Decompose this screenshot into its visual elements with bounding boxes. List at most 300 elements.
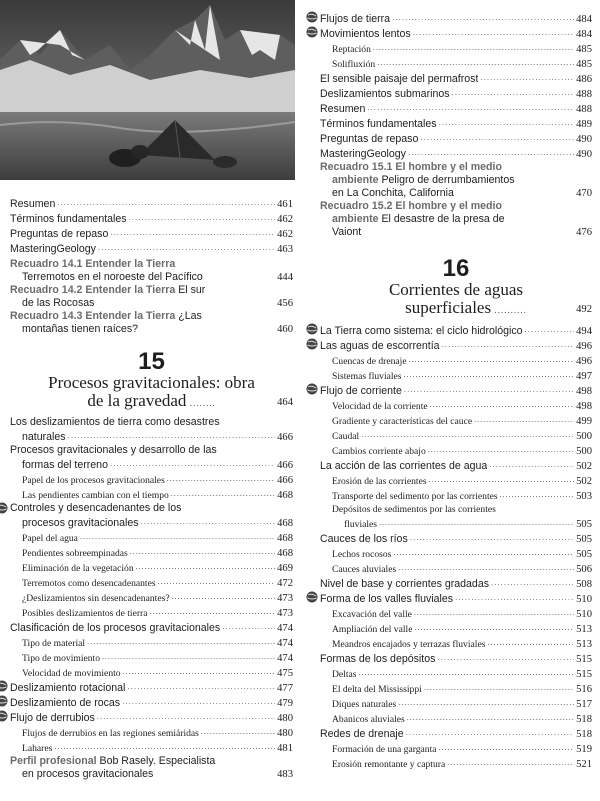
left-boxes bbox=[10, 258, 293, 336]
toc-page: 468 bbox=[277, 518, 293, 529]
recuadro-title-start: ¿Las bbox=[178, 310, 202, 322]
globe-icon bbox=[306, 591, 318, 603]
toc-entry-title: Preguntas de repaso bbox=[10, 228, 109, 240]
toc-leader bbox=[424, 681, 574, 694]
toc-page: 488 bbox=[576, 104, 592, 115]
toc-leader bbox=[408, 146, 574, 159]
toc-entry[interactable] bbox=[10, 575, 293, 590]
toc-entry-title: Deslizamiento de rocas bbox=[10, 697, 121, 709]
toc-entry[interactable] bbox=[10, 620, 293, 635]
toc-leader bbox=[171, 487, 275, 500]
recuadro-page: 456 bbox=[277, 298, 293, 309]
toc-leader bbox=[97, 710, 275, 723]
toc-entry-title: Caudal bbox=[332, 431, 360, 442]
toc-entry[interactable] bbox=[320, 353, 592, 368]
toc-entry[interactable] bbox=[320, 71, 592, 86]
toc-leader bbox=[122, 695, 275, 708]
toc-leader bbox=[68, 429, 276, 442]
toc-leader bbox=[447, 756, 574, 769]
recuadro-label: Recuadro 14.1 bbox=[10, 258, 83, 270]
toc-entry[interactable] bbox=[10, 695, 293, 710]
toc-entry-title: Depósitos de sedimentos por las corrientes bbox=[332, 504, 496, 515]
toc-leader bbox=[110, 457, 275, 470]
toc-leader bbox=[150, 605, 276, 618]
recuadro-line2 bbox=[320, 174, 592, 187]
mountain-tent-photo bbox=[0, 0, 295, 180]
toc-entry-title: Deltas bbox=[332, 669, 357, 680]
toc-page: 499 bbox=[576, 416, 592, 427]
perfil-rest-text: en procesos gravitacionales bbox=[22, 768, 154, 780]
toc-entry-title-cont: fluviales bbox=[344, 519, 378, 530]
recuadro-topic: Entender la Tierra bbox=[85, 310, 176, 322]
recuadro-rest bbox=[320, 226, 592, 239]
toc-leader bbox=[57, 196, 275, 209]
toc-entry[interactable] bbox=[320, 546, 592, 561]
perfil-line1: Bob Rasely. Especialista bbox=[99, 755, 216, 767]
toc-entry[interactable] bbox=[320, 681, 592, 696]
toc-page: 502 bbox=[576, 461, 592, 472]
toc-entry-title: Terremotos como desencadenantes bbox=[22, 578, 156, 589]
toc-leader bbox=[413, 26, 574, 39]
toc-entry-title: Solifluxión bbox=[332, 59, 376, 70]
toc-entry[interactable] bbox=[320, 576, 592, 591]
toc-page: 466 bbox=[277, 460, 293, 471]
toc-entry[interactable] bbox=[320, 56, 592, 71]
toc-page: 508 bbox=[576, 579, 592, 590]
toc-entry-title: Erosión remontante y captura bbox=[332, 759, 446, 770]
toc-page: 461 bbox=[277, 199, 293, 210]
left-entries-top bbox=[10, 196, 293, 256]
toc-entry-title: Meandros encajados y terrazas fluviales bbox=[332, 639, 486, 650]
toc-leader bbox=[429, 473, 575, 486]
recuadro-label: Recuadro 14.2 bbox=[10, 284, 83, 296]
right-entries-top bbox=[320, 11, 592, 161]
toc-entry[interactable] bbox=[10, 710, 293, 725]
toc-entry[interactable] bbox=[320, 131, 592, 146]
toc-entry[interactable] bbox=[320, 591, 592, 606]
toc-entry-title: Pendientes sobreempinadas bbox=[22, 548, 128, 559]
toc-entry[interactable] bbox=[320, 86, 592, 101]
toc-entry[interactable] bbox=[10, 560, 293, 575]
toc-leader bbox=[141, 515, 276, 528]
perfil-page: 483 bbox=[277, 769, 293, 780]
recuadro-entry[interactable] bbox=[320, 200, 592, 239]
toc-entry-title: Ampliación del valle bbox=[332, 624, 413, 635]
toc-page: 488 bbox=[576, 89, 592, 100]
toc-entry[interactable] bbox=[10, 196, 293, 211]
toc-entry[interactable] bbox=[10, 241, 293, 256]
toc-entry[interactable] bbox=[320, 458, 592, 473]
chapter-16-title-line2-text: superficiales bbox=[405, 298, 492, 317]
toc-page: 506 bbox=[576, 564, 592, 575]
toc-page: 505 bbox=[576, 549, 592, 560]
right-column bbox=[320, 0, 592, 771]
toc-leader bbox=[222, 620, 275, 633]
toc-entry-title: La Tierra como sistema: el ciclo hidrológico bbox=[320, 325, 523, 337]
toc-entry-title: Las pendientes cambian con el tiempo bbox=[22, 490, 169, 501]
toc-page: 519 bbox=[576, 744, 592, 755]
chapter-16-title-line1: Corrientes de aguas bbox=[388, 280, 524, 299]
toc-entry[interactable] bbox=[10, 211, 293, 226]
toc-entry[interactable] bbox=[320, 711, 592, 726]
toc-page: 473 bbox=[277, 608, 293, 619]
toc-entry-title: Tipo de material bbox=[22, 638, 86, 649]
toc-page: 479 bbox=[277, 698, 293, 709]
toc-leader bbox=[398, 696, 574, 709]
chapter-title-line2-text: de la gravedad bbox=[87, 391, 187, 410]
toc-page: 505 bbox=[576, 534, 592, 545]
toc-leader bbox=[410, 531, 574, 544]
toc-leader bbox=[404, 368, 575, 381]
toc-leader bbox=[487, 636, 574, 649]
toc-entry-title: Papel del agua bbox=[22, 533, 78, 544]
toc-leader bbox=[414, 606, 574, 619]
toc-page: 468 bbox=[277, 548, 293, 559]
toc-page: 513 bbox=[576, 624, 592, 635]
toc-page: 496 bbox=[576, 356, 592, 367]
toc-page: 474 bbox=[277, 623, 293, 634]
globe-icon bbox=[306, 323, 318, 335]
toc-entry-title: Eliminación de la vegetación bbox=[22, 563, 134, 574]
toc-page: 503 bbox=[576, 491, 592, 502]
toc-leader bbox=[420, 131, 574, 144]
toc-entry[interactable] bbox=[320, 11, 592, 26]
toc-page: 486 bbox=[576, 74, 592, 85]
toc-entry-title: Nivel de base y corrientes gradadas bbox=[320, 578, 490, 590]
toc-leader bbox=[129, 211, 276, 224]
chapter-16-page: 492 bbox=[576, 304, 592, 315]
toc-entry-title: Controles y desencadenantes de los bbox=[10, 502, 182, 514]
toc-entry-title: Deslizamiento rotacional bbox=[10, 682, 126, 694]
recuadro-topic-cont: ambiente bbox=[332, 213, 379, 225]
toc-entry[interactable] bbox=[10, 545, 293, 560]
toc-entry[interactable] bbox=[320, 26, 592, 41]
toc-entry-title: Forma de los valles fluviales bbox=[320, 593, 454, 605]
toc-entry-title-cont: naturales bbox=[22, 431, 66, 443]
recuadro-topic: Entender la Tierra bbox=[85, 258, 176, 270]
toc-leader bbox=[98, 241, 275, 254]
left-column bbox=[10, 0, 293, 781]
toc-entry-title: Resumen bbox=[320, 103, 366, 115]
toc-leader bbox=[525, 323, 575, 336]
toc-leader bbox=[428, 443, 574, 456]
toc-entry[interactable] bbox=[10, 740, 293, 755]
toc-leader bbox=[361, 428, 574, 441]
toc-entry[interactable] bbox=[10, 680, 293, 695]
toc-entry-title: Redes de drenaje bbox=[320, 728, 404, 740]
toc-entry-title: Excavación del valle bbox=[332, 609, 412, 620]
globe-icon bbox=[0, 695, 8, 707]
toc-page: 505 bbox=[576, 519, 592, 530]
toc-entry[interactable] bbox=[320, 561, 592, 576]
toc-page: 463 bbox=[277, 244, 293, 255]
toc-entry-title: Los deslizamientos de tierra como desastres bbox=[10, 416, 220, 428]
toc-entry[interactable] bbox=[320, 101, 592, 116]
toc-leader bbox=[414, 621, 574, 634]
toc-entry[interactable] bbox=[320, 503, 592, 531]
toc-page: 521 bbox=[576, 759, 592, 770]
toc-entry[interactable] bbox=[320, 443, 592, 458]
toc-entry-title: Velocidad de movimiento bbox=[22, 668, 121, 679]
toc-leader bbox=[455, 591, 574, 604]
toc-leader bbox=[489, 458, 574, 471]
toc-page: 462 bbox=[277, 229, 293, 240]
toc-entry[interactable] bbox=[320, 413, 592, 428]
toc-entry-title: La acción de las corrientes de agua bbox=[320, 460, 488, 472]
toc-leader bbox=[80, 530, 275, 543]
toc-entry-title: Erosión de las corrientes bbox=[332, 476, 427, 487]
toc-entry[interactable] bbox=[320, 726, 592, 741]
toc-page: 469 bbox=[277, 563, 293, 574]
globe-icon bbox=[306, 338, 318, 350]
toc-page: 468 bbox=[277, 533, 293, 544]
toc-entry-title: Flujo de corriente bbox=[320, 385, 402, 397]
left-entries-bottom bbox=[10, 416, 293, 755]
globe-icon bbox=[306, 26, 318, 38]
chapter-16-title-line2: superficiales .......... 492 bbox=[405, 298, 592, 317]
toc-leader bbox=[439, 116, 575, 129]
toc-leader bbox=[54, 740, 275, 753]
toc-leader bbox=[158, 575, 276, 588]
toc-entry[interactable] bbox=[10, 725, 293, 740]
toc-page: 515 bbox=[576, 654, 592, 665]
toc-entry[interactable] bbox=[320, 756, 592, 771]
toc-entry-title: Cauces aluviales bbox=[332, 564, 397, 575]
toc-page: 515 bbox=[576, 669, 592, 680]
toc-entry[interactable] bbox=[10, 444, 293, 472]
right-boxes bbox=[320, 161, 592, 239]
toc-entry[interactable] bbox=[320, 651, 592, 666]
recuadro-entry[interactable] bbox=[10, 258, 293, 284]
toc-page: 473 bbox=[277, 593, 293, 604]
toc-leader bbox=[167, 472, 275, 485]
toc-leader bbox=[127, 680, 275, 693]
toc-leader bbox=[439, 741, 575, 754]
toc-entry[interactable] bbox=[10, 605, 293, 620]
toc-leader bbox=[430, 398, 574, 411]
toc-page: 502 bbox=[576, 476, 592, 487]
globe-icon bbox=[0, 710, 8, 722]
toc-leader bbox=[392, 11, 574, 24]
toc-entry-title: El delta del Mississippi bbox=[332, 684, 422, 695]
toc-entry-title: Gradiente y características del cauce bbox=[332, 416, 473, 427]
toc-entry[interactable] bbox=[320, 323, 592, 338]
toc-entry-title: Lahares bbox=[22, 743, 53, 754]
recuadro-page: 470 bbox=[576, 188, 592, 199]
toc-page: 510 bbox=[576, 609, 592, 620]
toc-entry[interactable] bbox=[10, 590, 293, 605]
recuadro-entry[interactable] bbox=[10, 310, 293, 336]
toc-entry[interactable] bbox=[10, 472, 293, 487]
recuadro-rest-text: en La Conchita, California bbox=[332, 187, 454, 199]
recuadro-entry[interactable] bbox=[10, 284, 293, 310]
toc-page: 500 bbox=[576, 446, 592, 457]
toc-leader bbox=[480, 71, 574, 84]
toc-entry[interactable] bbox=[320, 383, 592, 398]
toc-entry[interactable] bbox=[320, 146, 592, 161]
toc-entry-title: Abanicos aluviales bbox=[332, 714, 405, 725]
toc-page: 484 bbox=[576, 29, 592, 40]
toc-leader bbox=[398, 561, 574, 574]
toc-entry[interactable] bbox=[320, 621, 592, 636]
toc-entry[interactable] bbox=[10, 650, 293, 665]
toc-entry-title: Procesos gravitacionales y desarrollo de las bbox=[10, 444, 217, 456]
toc-entry-title: Papel de los procesos gravitacionales bbox=[22, 475, 165, 486]
toc-entry[interactable] bbox=[320, 531, 592, 546]
toc-entry[interactable] bbox=[320, 741, 592, 756]
recuadro-rest-text: Terremotos en el noroeste del Pacífico bbox=[22, 271, 203, 283]
toc-entry[interactable] bbox=[320, 488, 592, 503]
toc-page: 474 bbox=[277, 653, 293, 664]
toc-page: 485 bbox=[576, 59, 592, 70]
toc-entry[interactable] bbox=[10, 635, 293, 650]
recuadro-page: 460 bbox=[277, 324, 293, 335]
recuadro-topic: El hombre y el medio bbox=[395, 200, 502, 212]
toc-leader bbox=[452, 86, 575, 99]
toc-entry[interactable] bbox=[320, 473, 592, 488]
toc-page: 510 bbox=[576, 594, 592, 605]
toc-leader bbox=[379, 516, 574, 529]
toc-entry[interactable] bbox=[10, 530, 293, 545]
toc-leader bbox=[367, 101, 574, 114]
toc-leader bbox=[87, 635, 275, 648]
toc-entry-title: Deslizamientos submarinos bbox=[320, 88, 450, 100]
toc-entry-title: Movimientos lentos bbox=[320, 28, 411, 40]
toc-entry-title: Sistemas fluviales bbox=[332, 371, 402, 382]
toc-entry-title: MasteringGeology bbox=[320, 148, 406, 160]
toc-leader bbox=[110, 226, 275, 239]
toc-leader bbox=[406, 726, 574, 739]
toc-entry[interactable] bbox=[320, 428, 592, 443]
toc-entry-title: Clasificación de los procesos gravitacionales bbox=[10, 622, 221, 634]
toc-leader bbox=[474, 413, 574, 426]
toc-entry-title: Velocidad de la corriente bbox=[332, 401, 428, 412]
recuadro-topic: El hombre y el medio bbox=[395, 161, 502, 173]
toc-leader bbox=[491, 576, 574, 589]
globe-icon bbox=[0, 502, 8, 514]
toc-entry[interactable] bbox=[320, 338, 592, 353]
toc-entry[interactable] bbox=[10, 487, 293, 502]
toc-page: 485 bbox=[576, 44, 592, 55]
toc-leader bbox=[407, 711, 574, 724]
toc-leader bbox=[359, 666, 575, 679]
toc-entry-title: Flujo de derrubios bbox=[10, 712, 95, 724]
toc-entry-title: Las aguas de escorrentía bbox=[320, 340, 440, 352]
toc-entry-title: Flujos de derrubios en las regiones semiáridas bbox=[22, 728, 199, 739]
toc-page: 472 bbox=[277, 578, 293, 589]
recuadro-rest-text: montañas tienen raíces? bbox=[22, 323, 139, 335]
recuadro-rest-text: de las Rocosas bbox=[22, 297, 95, 309]
toc-leader bbox=[409, 353, 575, 366]
toc-entry-title: Tipo de movimiento bbox=[22, 653, 101, 664]
recuadro-title-start: Peligro de derrumbamientos bbox=[381, 174, 515, 186]
toc-entry[interactable] bbox=[320, 606, 592, 621]
toc-entry[interactable] bbox=[320, 696, 592, 711]
toc-leader bbox=[201, 725, 275, 738]
toc-entry-title: Términos fundamentales bbox=[320, 118, 437, 130]
toc-leader bbox=[377, 56, 574, 69]
toc-page: 480 bbox=[277, 728, 293, 739]
toc-page: 518 bbox=[576, 729, 592, 740]
recuadro-rest bbox=[320, 187, 592, 200]
chapter-number: 15 bbox=[138, 348, 165, 375]
recuadro-entry[interactable] bbox=[320, 161, 592, 200]
toc-page: 474 bbox=[277, 638, 293, 649]
right-entries-bottom bbox=[320, 323, 592, 771]
toc-page: 490 bbox=[576, 149, 592, 160]
toc-entry[interactable] bbox=[320, 41, 592, 56]
recuadro-topic-cont: ambiente bbox=[332, 174, 379, 186]
toc-entry-title: Formas de los depósitos bbox=[320, 653, 436, 665]
recuadro-label: Recuadro 14.3 bbox=[10, 310, 83, 322]
globe-icon bbox=[306, 11, 318, 23]
toc-entry[interactable] bbox=[320, 368, 592, 383]
toc-entry-title: El sensible paisaje del permafrost bbox=[320, 73, 479, 85]
toc-entry-title-cont: formas del terreno bbox=[22, 459, 108, 471]
toc-leader bbox=[136, 560, 275, 573]
toc-page: 468 bbox=[277, 490, 293, 501]
toc-entry-title: Transporte del sedimento por las corrientes bbox=[332, 491, 498, 502]
toc-entry[interactable] bbox=[320, 636, 592, 651]
perfil-rest bbox=[10, 768, 293, 781]
chapter-title-line1: Procesos gravitacionales: obra bbox=[48, 373, 255, 392]
toc-entry-title: Preguntas de repaso bbox=[320, 133, 419, 145]
toc-entry[interactable] bbox=[10, 665, 293, 680]
recuadro-label: Recuadro 15.1 bbox=[320, 161, 393, 173]
toc-page: 480 bbox=[277, 713, 293, 724]
toc-entry-title-cont: procesos gravitacionales bbox=[22, 517, 139, 529]
toc-entry[interactable] bbox=[10, 502, 293, 530]
toc-page: 498 bbox=[576, 401, 592, 412]
toc-page: 500 bbox=[576, 431, 592, 442]
toc-leader bbox=[172, 590, 276, 603]
toc-entry[interactable] bbox=[320, 666, 592, 681]
toc-entry-title: Formación de una garganta bbox=[332, 744, 437, 755]
toc-page: 517 bbox=[576, 699, 592, 710]
toc-page: 475 bbox=[277, 668, 293, 679]
toc-page: 484 bbox=[576, 14, 592, 25]
recuadro-title-start: El sur bbox=[178, 284, 206, 296]
toc-leader bbox=[404, 383, 574, 396]
toc-entry-title: Cuencas de drenaje bbox=[332, 356, 407, 367]
globe-icon bbox=[306, 383, 318, 395]
toc-entry[interactable] bbox=[10, 416, 293, 444]
recuadro-line2 bbox=[320, 213, 592, 226]
recuadro-rest bbox=[10, 297, 293, 310]
toc-page: 490 bbox=[576, 134, 592, 145]
toc-entry[interactable] bbox=[320, 116, 592, 131]
chapter-title-line2: de la gravedad ........ 464 bbox=[87, 391, 293, 410]
toc-entry-title: Flujos de tierra bbox=[320, 13, 391, 25]
chapter-16-number: 16 bbox=[442, 255, 470, 282]
perfil-profesional bbox=[10, 755, 293, 781]
toc-leader bbox=[123, 665, 276, 678]
toc-leader bbox=[437, 651, 574, 664]
perfil-label: Perfil profesional bbox=[10, 755, 97, 767]
toc-entry-title: Reptación bbox=[332, 44, 371, 55]
recuadro-label: Recuadro 15.2 bbox=[320, 200, 393, 212]
toc-page: 477 bbox=[277, 683, 293, 694]
toc-entry-title: Resumen bbox=[10, 198, 56, 210]
toc-entry[interactable] bbox=[10, 226, 293, 241]
toc-entry-title: Diques naturales bbox=[332, 699, 397, 710]
toc-leader bbox=[500, 488, 574, 501]
toc-page: 494 bbox=[576, 326, 592, 337]
toc-entry[interactable] bbox=[320, 398, 592, 413]
toc-entry-title: Términos fundamentales bbox=[10, 213, 127, 225]
toc-leader bbox=[102, 650, 275, 663]
toc-leader bbox=[442, 338, 575, 351]
